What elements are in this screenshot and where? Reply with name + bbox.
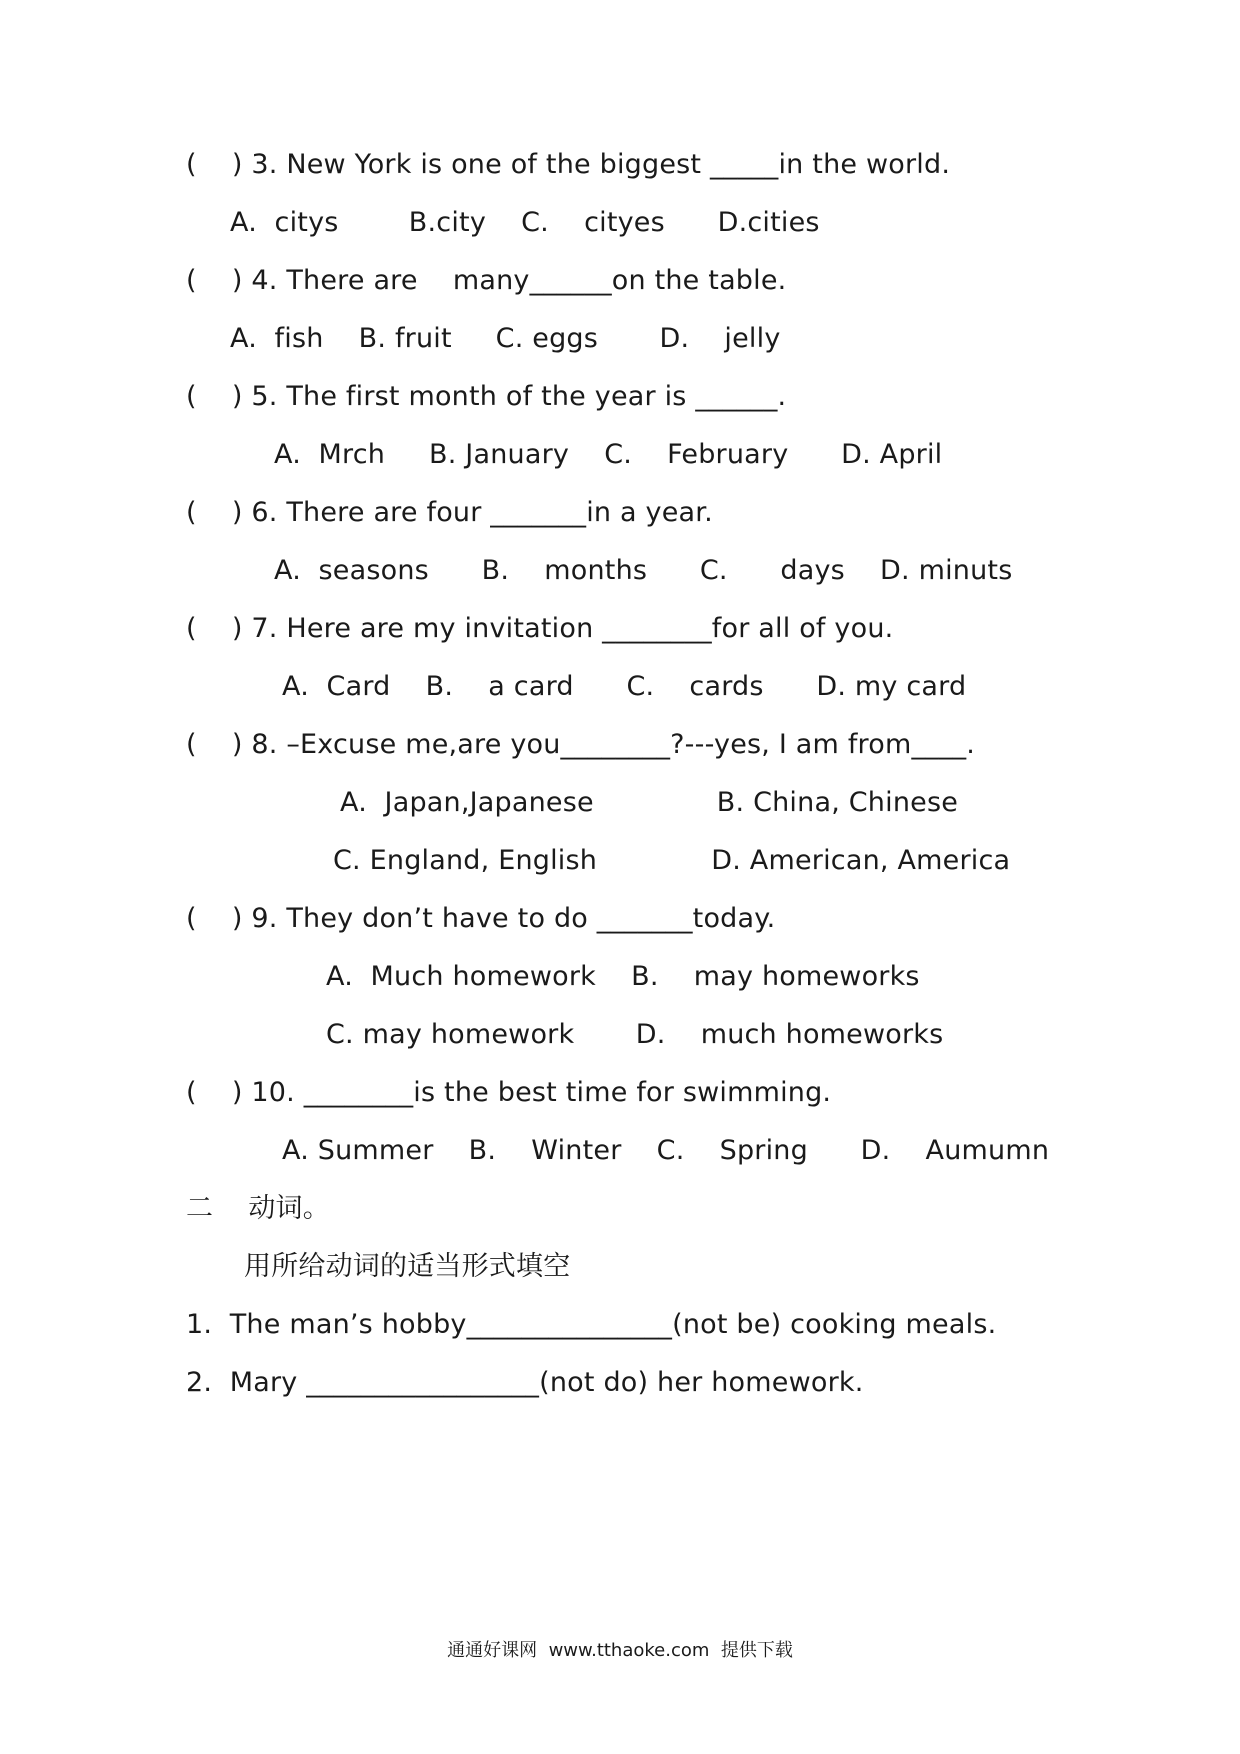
section-heading: 二 动词。 — [186, 1193, 330, 1224]
question-7-stem: ( ) 7. Here are my invitation ________for all of you. — [186, 613, 894, 644]
question-9-options-row-1: A. Much homework B. may homeworks — [326, 961, 920, 992]
section-instruction: 用所给动词的适当形式填空 — [244, 1251, 571, 1282]
question-10-options: A. Summer B. Winter C. Spring D. Aumumn — [282, 1135, 1050, 1166]
question-3-options: A. citys B.city C. cityes D.cities — [230, 207, 820, 238]
question-9-stem: ( ) 9. They don’t have to do _______today. — [186, 903, 776, 934]
question-7-options: A. Card B. a card C. cards D. my card — [282, 671, 967, 702]
question-8-options-row-2: C. England, English D. American, America — [333, 845, 1011, 876]
question-5-stem: ( ) 5. The first month of the year is ______. — [186, 381, 787, 412]
question-8-stem: ( ) 8. –Excuse me,are you________?---yes, I am from____. — [186, 729, 976, 760]
fill-blank-item-1: 1. The man’s hobby_______________(not be) cooking meals. — [186, 1309, 997, 1340]
question-6-options: A. seasons B. months C. days D. minuts — [274, 555, 1013, 586]
question-9-options-row-2: C. may homework D. much homeworks — [326, 1019, 944, 1050]
question-6-stem: ( ) 6. There are four _______in a year. — [186, 497, 713, 528]
question-5-options: A. Mrch B. January C. February D. April — [274, 439, 943, 470]
question-4-options: A. fish B. fruit C. eggs D. jelly — [230, 323, 781, 354]
fill-blank-item-2: 2. Mary _________________(not do) her homework. — [186, 1367, 864, 1398]
question-4-stem: ( ) 4. There are many______on the table. — [186, 265, 787, 296]
question-3-stem: ( ) 3. New York is one of the biggest _____in the world. — [186, 149, 951, 180]
question-8-options-row-1: A. Japan,Japanese B. China, Chinese — [340, 787, 959, 818]
page-footer: 通通好课网 www.tthaoke.com 提供下载 — [447, 1640, 793, 1661]
question-10-stem: ( ) 10. ________is the best time for swimming. — [186, 1077, 832, 1108]
